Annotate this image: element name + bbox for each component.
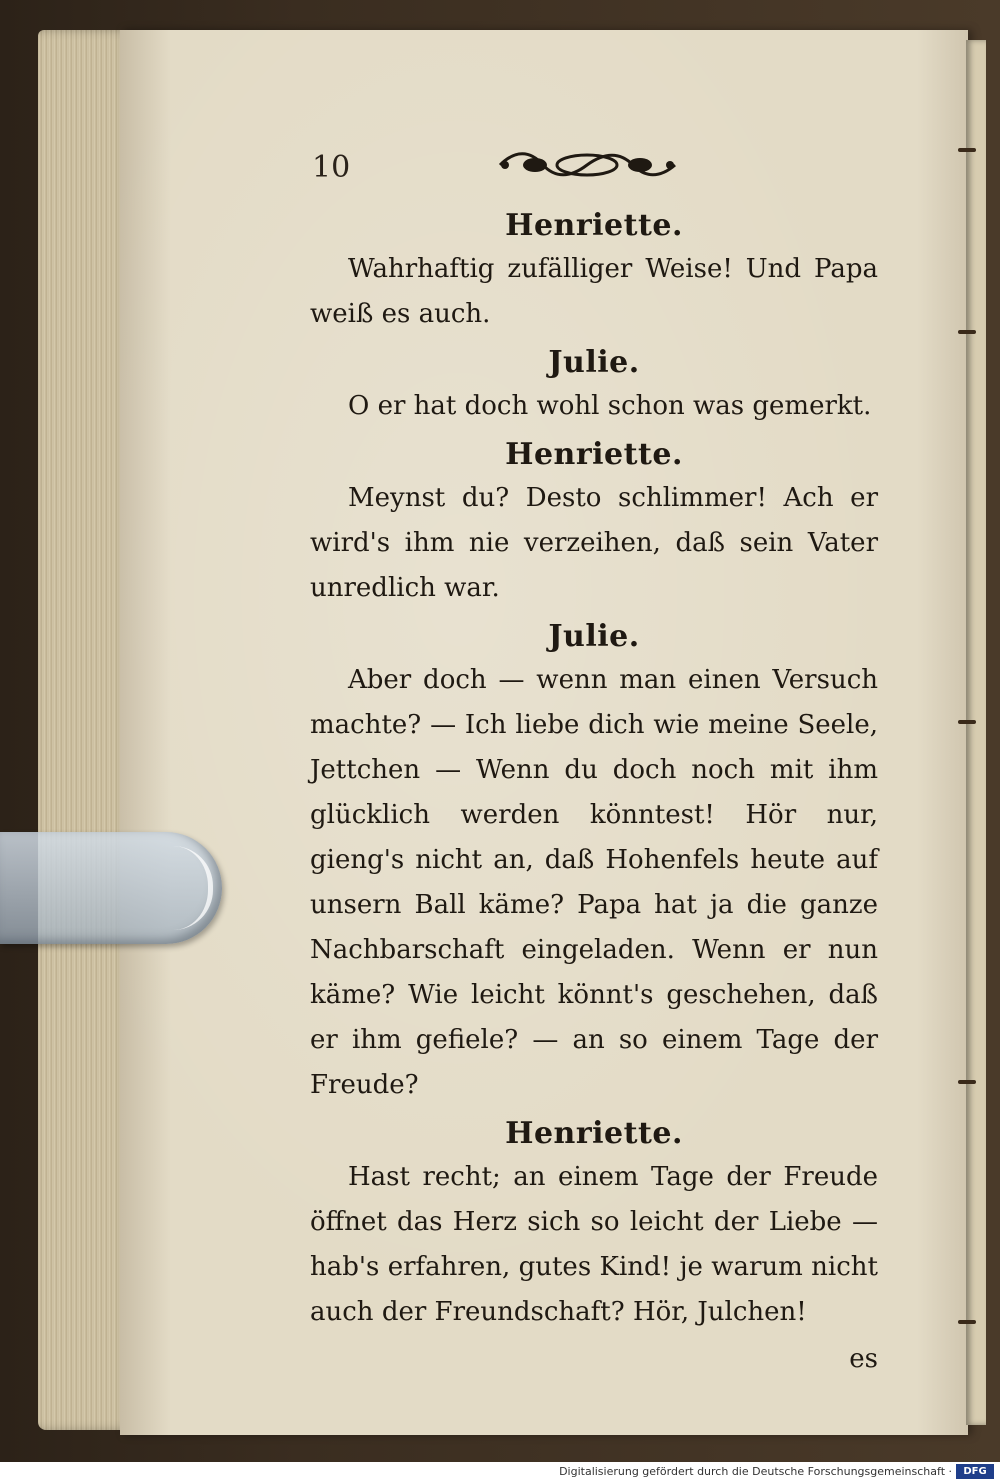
page-number: 10	[312, 150, 351, 185]
speech-paragraph: Wahrhaftig zufälliger Weise! Und Papa weiß es auch.	[310, 254, 878, 329]
speech-paragraph: Meynst du? Desto schlimmer! Ach er wird's ihm nie verzeihen, daß sein Vater unredlich war.	[310, 483, 878, 603]
speaker-heading: Henriette.	[505, 1116, 683, 1151]
speech-paragraph: Hast recht; an einem Tage der Freude öffnet das Herz sich so leicht der Liebe — hab's erfahren, gutes Kind! je warum nicht auch der Freundschaft? Hör, Julchen!	[310, 1162, 878, 1327]
binding-stitch	[958, 1080, 976, 1084]
text-block	[310, 200, 878, 1379]
dfg-logo: DFG	[956, 1464, 994, 1479]
binding-stitch	[958, 330, 976, 334]
binding-stitch	[958, 720, 976, 724]
binding-stitch	[958, 148, 976, 152]
speech-paragraph: O er hat doch wohl schon was gemerkt.	[348, 391, 872, 421]
speaker-heading: Henriette.	[505, 208, 683, 243]
speaker-heading: Julie.	[548, 345, 640, 380]
speech-paragraph: Aber doch — wenn man einen Versuch machte? — Ich liebe dich wie meine Seele, Jettchen — Wenn du doch noch mit ihm glücklich werden könntest! Hör nur, gieng's nicht an, daß Hohenfels heute auf unsern Ball käme? Papa hat ja die ganze Nachbarschaft eingeladen. Wenn er nun käme? Wie leicht könnt's geschehen, daß er ihm gefiele? — an so einem Tage der Freude?	[310, 665, 878, 1100]
speaker-heading: Henriette.	[505, 437, 683, 472]
facing-page-edge	[966, 40, 986, 1425]
catchword: es	[849, 1344, 878, 1374]
speaker-heading: Julie.	[548, 619, 640, 654]
funding-credit: Digitalisierung gefördert durch die Deutsche Forschungsgemeinschaft ·	[559, 1465, 952, 1478]
ornament-icon	[495, 148, 680, 182]
binding-stitch	[958, 1320, 976, 1324]
